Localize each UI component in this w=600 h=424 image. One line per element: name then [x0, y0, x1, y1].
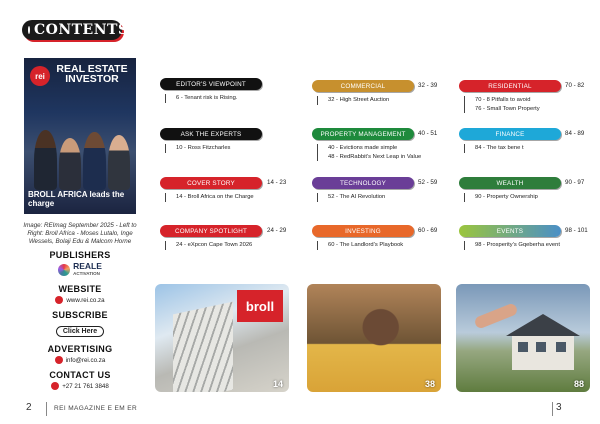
section-ask-the-experts: [160, 128, 290, 153]
photo-house[interactable]: [456, 284, 590, 392]
section-events: [459, 225, 594, 250]
house-graphic: [506, 314, 580, 370]
cover-headline: BROLL AFRICA leads the charge: [28, 190, 125, 208]
advertising-email-link[interactable]: [22, 356, 138, 364]
globe-icon: [55, 296, 63, 304]
magazine-cover[interactable]: [24, 58, 136, 214]
photo-page-number: 88: [573, 379, 584, 389]
section-pill[interactable]: INVESTING: [312, 225, 414, 237]
sidebar: [22, 250, 138, 390]
toc-entry[interactable]: 40 - Evictions made simple: [328, 145, 398, 151]
section-pill[interactable]: COVER STORY: [160, 177, 262, 189]
page-range: 84 - 89: [565, 130, 585, 137]
section-wealth: [459, 177, 594, 202]
section-pill[interactable]: TECHNOLOGY: [312, 177, 414, 189]
footer-divider: [552, 402, 553, 416]
advertising-email: info@rei.co.za: [65, 356, 106, 364]
section-pill[interactable]: EDITOR'S VIEWPOINT: [160, 78, 262, 90]
building-graphic: [173, 302, 233, 392]
cover-title-line1: REAL ESTATE: [56, 63, 128, 75]
section-cover-story: [160, 177, 295, 202]
footer-divider: [46, 402, 47, 416]
cover-photo: [34, 120, 130, 190]
page-range: 70 - 82: [565, 82, 585, 89]
section-property-management: [312, 128, 447, 161]
toc-entry[interactable]: 60 - The Landlord’s Playbook: [328, 242, 404, 248]
person-figure: [108, 135, 131, 190]
page-range: 98 - 101: [565, 227, 588, 234]
toc-entry[interactable]: 98 - Prosperity’s Gqeberha event: [475, 242, 560, 248]
cover-caption: Image: REImag September 2025 - Left to Right: Broll Africa - Moses Lutalo, Inge Wessels, Bolaji Edu & Malcom Horne: [23, 222, 137, 245]
section-pill[interactable]: COMPANY SPOTLIGHT: [160, 225, 262, 237]
photo-page-number: 14: [272, 379, 283, 389]
section-investing: [312, 225, 447, 250]
section-finance: [459, 128, 594, 153]
toc-entry[interactable]: 14 - Broll Africa on the Charge: [176, 194, 254, 200]
section-pill[interactable]: RESIDENTIAL: [459, 80, 561, 92]
section-editors-viewpoint: [160, 78, 290, 103]
photo-page-number: 38: [424, 379, 435, 389]
phone-icon: [51, 382, 59, 390]
toc-entry[interactable]: 6 - Tenant risk is Rising.: [176, 95, 238, 101]
toc-entry[interactable]: 52 - The AI Revolution: [328, 194, 386, 200]
contact-phone: +27 21 761 3848: [62, 382, 109, 390]
toc-entry[interactable]: 90 - Property Ownership: [475, 194, 538, 200]
page-range: 60 - 69: [418, 227, 438, 234]
person-figure: [83, 132, 106, 190]
page-range: 32 - 39: [418, 82, 438, 89]
contents-header: [22, 20, 129, 40]
section-residential: [459, 80, 594, 113]
reale-ring-icon: [58, 264, 70, 276]
toc-entry[interactable]: 84 - The tax bene t: [475, 145, 524, 151]
page-number-right: 3: [556, 402, 562, 413]
page-range: 24 - 29: [267, 227, 287, 234]
broll-logo: broll: [237, 290, 283, 322]
toc-entry[interactable]: 32 - High Street Auction: [328, 97, 390, 103]
section-commercial: [312, 80, 447, 105]
section-pill[interactable]: WEALTH: [459, 177, 561, 189]
website-url: www.rei.co.za: [66, 296, 105, 304]
website-link[interactable]: [22, 296, 138, 304]
reale-logo-text: REALE: [73, 261, 102, 271]
photo-broll-building[interactable]: [155, 284, 289, 392]
section-pill[interactable]: FINANCE: [459, 128, 561, 140]
toc-entry[interactable]: 76 - Small Town Property: [475, 105, 540, 112]
toc-entry[interactable]: 10 - Ross Fitzcharles: [176, 145, 231, 151]
person-figure: [34, 130, 57, 190]
mail-icon: [55, 356, 63, 364]
toc-entry[interactable]: 24 - eXpcon Cape Town 2026: [176, 242, 253, 248]
rei-logo: rei: [30, 66, 50, 86]
page-title: CONTENTS: [34, 22, 129, 38]
person-figure: [59, 138, 82, 190]
reale-activation-logo[interactable]: [22, 262, 138, 278]
website-heading: WEBSITE: [58, 284, 102, 294]
toc-entry[interactable]: 70 - 8 Pitfalls to avoid: [475, 97, 531, 103]
subscribe-heading: SUBSCRIBE: [52, 310, 108, 320]
advertising-heading: ADVERTISING: [47, 344, 113, 354]
page-number-left: 2: [26, 402, 32, 413]
page-range: 90 - 97: [565, 179, 585, 186]
page-range: 40 - 51: [418, 130, 438, 137]
section-pill[interactable]: PROPERTY MANAGEMENT: [312, 128, 414, 140]
photo-woman-stressed[interactable]: [307, 284, 441, 392]
page-range: 52 - 59: [418, 179, 438, 186]
section-pill[interactable]: COMMERCIAL: [312, 80, 414, 92]
section-company-spotlight: [160, 225, 295, 250]
section-pill[interactable]: EVENTS: [459, 225, 561, 237]
page-range: 14 - 23: [267, 179, 287, 186]
reale-logo-sub: ACTIVATION: [73, 271, 100, 276]
bullet-icon: [28, 26, 30, 34]
section-technology: [312, 177, 447, 202]
subscribe-button[interactable]: Click Here: [56, 326, 104, 337]
footer-magazine-title: REI MAGAZINE E EM ER: [54, 405, 138, 412]
toc-entry[interactable]: 48 - RedRabbit’s Next Leap in Value: [328, 153, 422, 160]
contact-phone-link[interactable]: [22, 382, 138, 390]
contact-heading: CONTACT US: [49, 370, 111, 380]
cover-title: [52, 64, 132, 84]
cover-title-line2: INVESTOR: [65, 73, 119, 85]
publishers-heading: PUBLISHERS: [49, 250, 111, 260]
section-pill[interactable]: ASK THE EXPERTS: [160, 128, 262, 140]
